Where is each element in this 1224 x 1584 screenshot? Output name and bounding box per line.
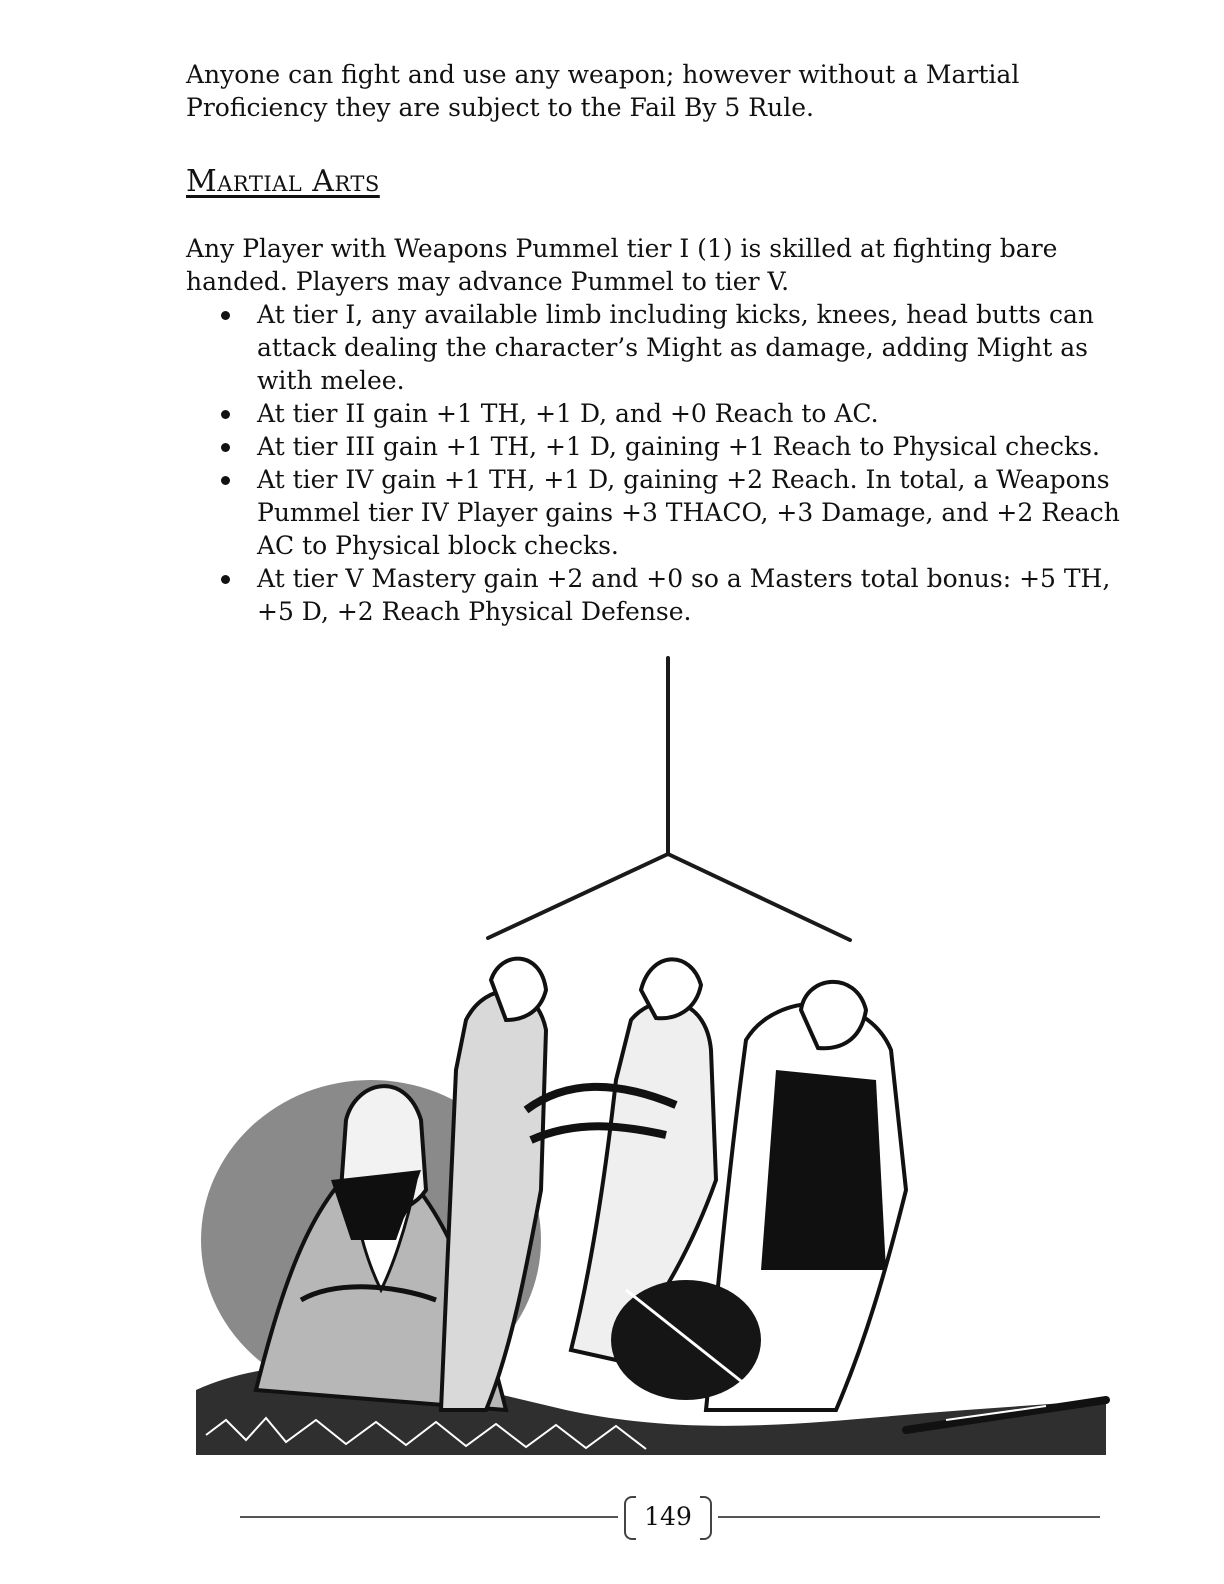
footer-rule-right — [718, 1516, 1100, 1518]
branch-right-line — [668, 854, 850, 940]
list-item: At tier V Mastery gain +2 and +0 so a Masters total bonus: +5 TH, +5 D, +2 Reach Physical Defense. — [257, 562, 1136, 628]
branch-left-line — [488, 854, 668, 938]
section-paragraph: Any Player with Weapons Pummel tier I (1) is skilled at fighting bare handed. Players may advance Pummel to tier V. — [186, 234, 1058, 296]
list-item: At tier I, any available limb including kicks, knees, head butts can attack dealing the character’s Might as damage, adding Might as with melee. — [257, 298, 1136, 397]
list-item: At tier III gain +1 TH, +1 D, gaining +1 Reach to Physical checks. — [257, 430, 1136, 463]
footer-rule-left — [240, 1516, 618, 1518]
page-number: 149 — [624, 1496, 712, 1538]
section-heading: Martial Arts — [186, 164, 380, 199]
page-content — [186, 58, 1136, 628]
intro-paragraph: Anyone can fight and use any weapon; however without a Martial Proficiency they are subject to the Fail By 5 Rule. — [186, 60, 1020, 122]
list-item: At tier II gain +1 TH, +1 D, and +0 Reach to AC. — [257, 397, 1136, 430]
list-item: At tier IV gain +1 TH, +1 D, gaining +2 Reach. In total, a Weapons Pummel tier IV Player gains +3 THACO, +3 Damage, and +2 Reach AC to Physical block checks. — [257, 463, 1136, 562]
tier-list — [186, 298, 1136, 628]
martial-artists-illustration — [186, 650, 1116, 1470]
three-way-branch-diagram — [488, 658, 850, 940]
